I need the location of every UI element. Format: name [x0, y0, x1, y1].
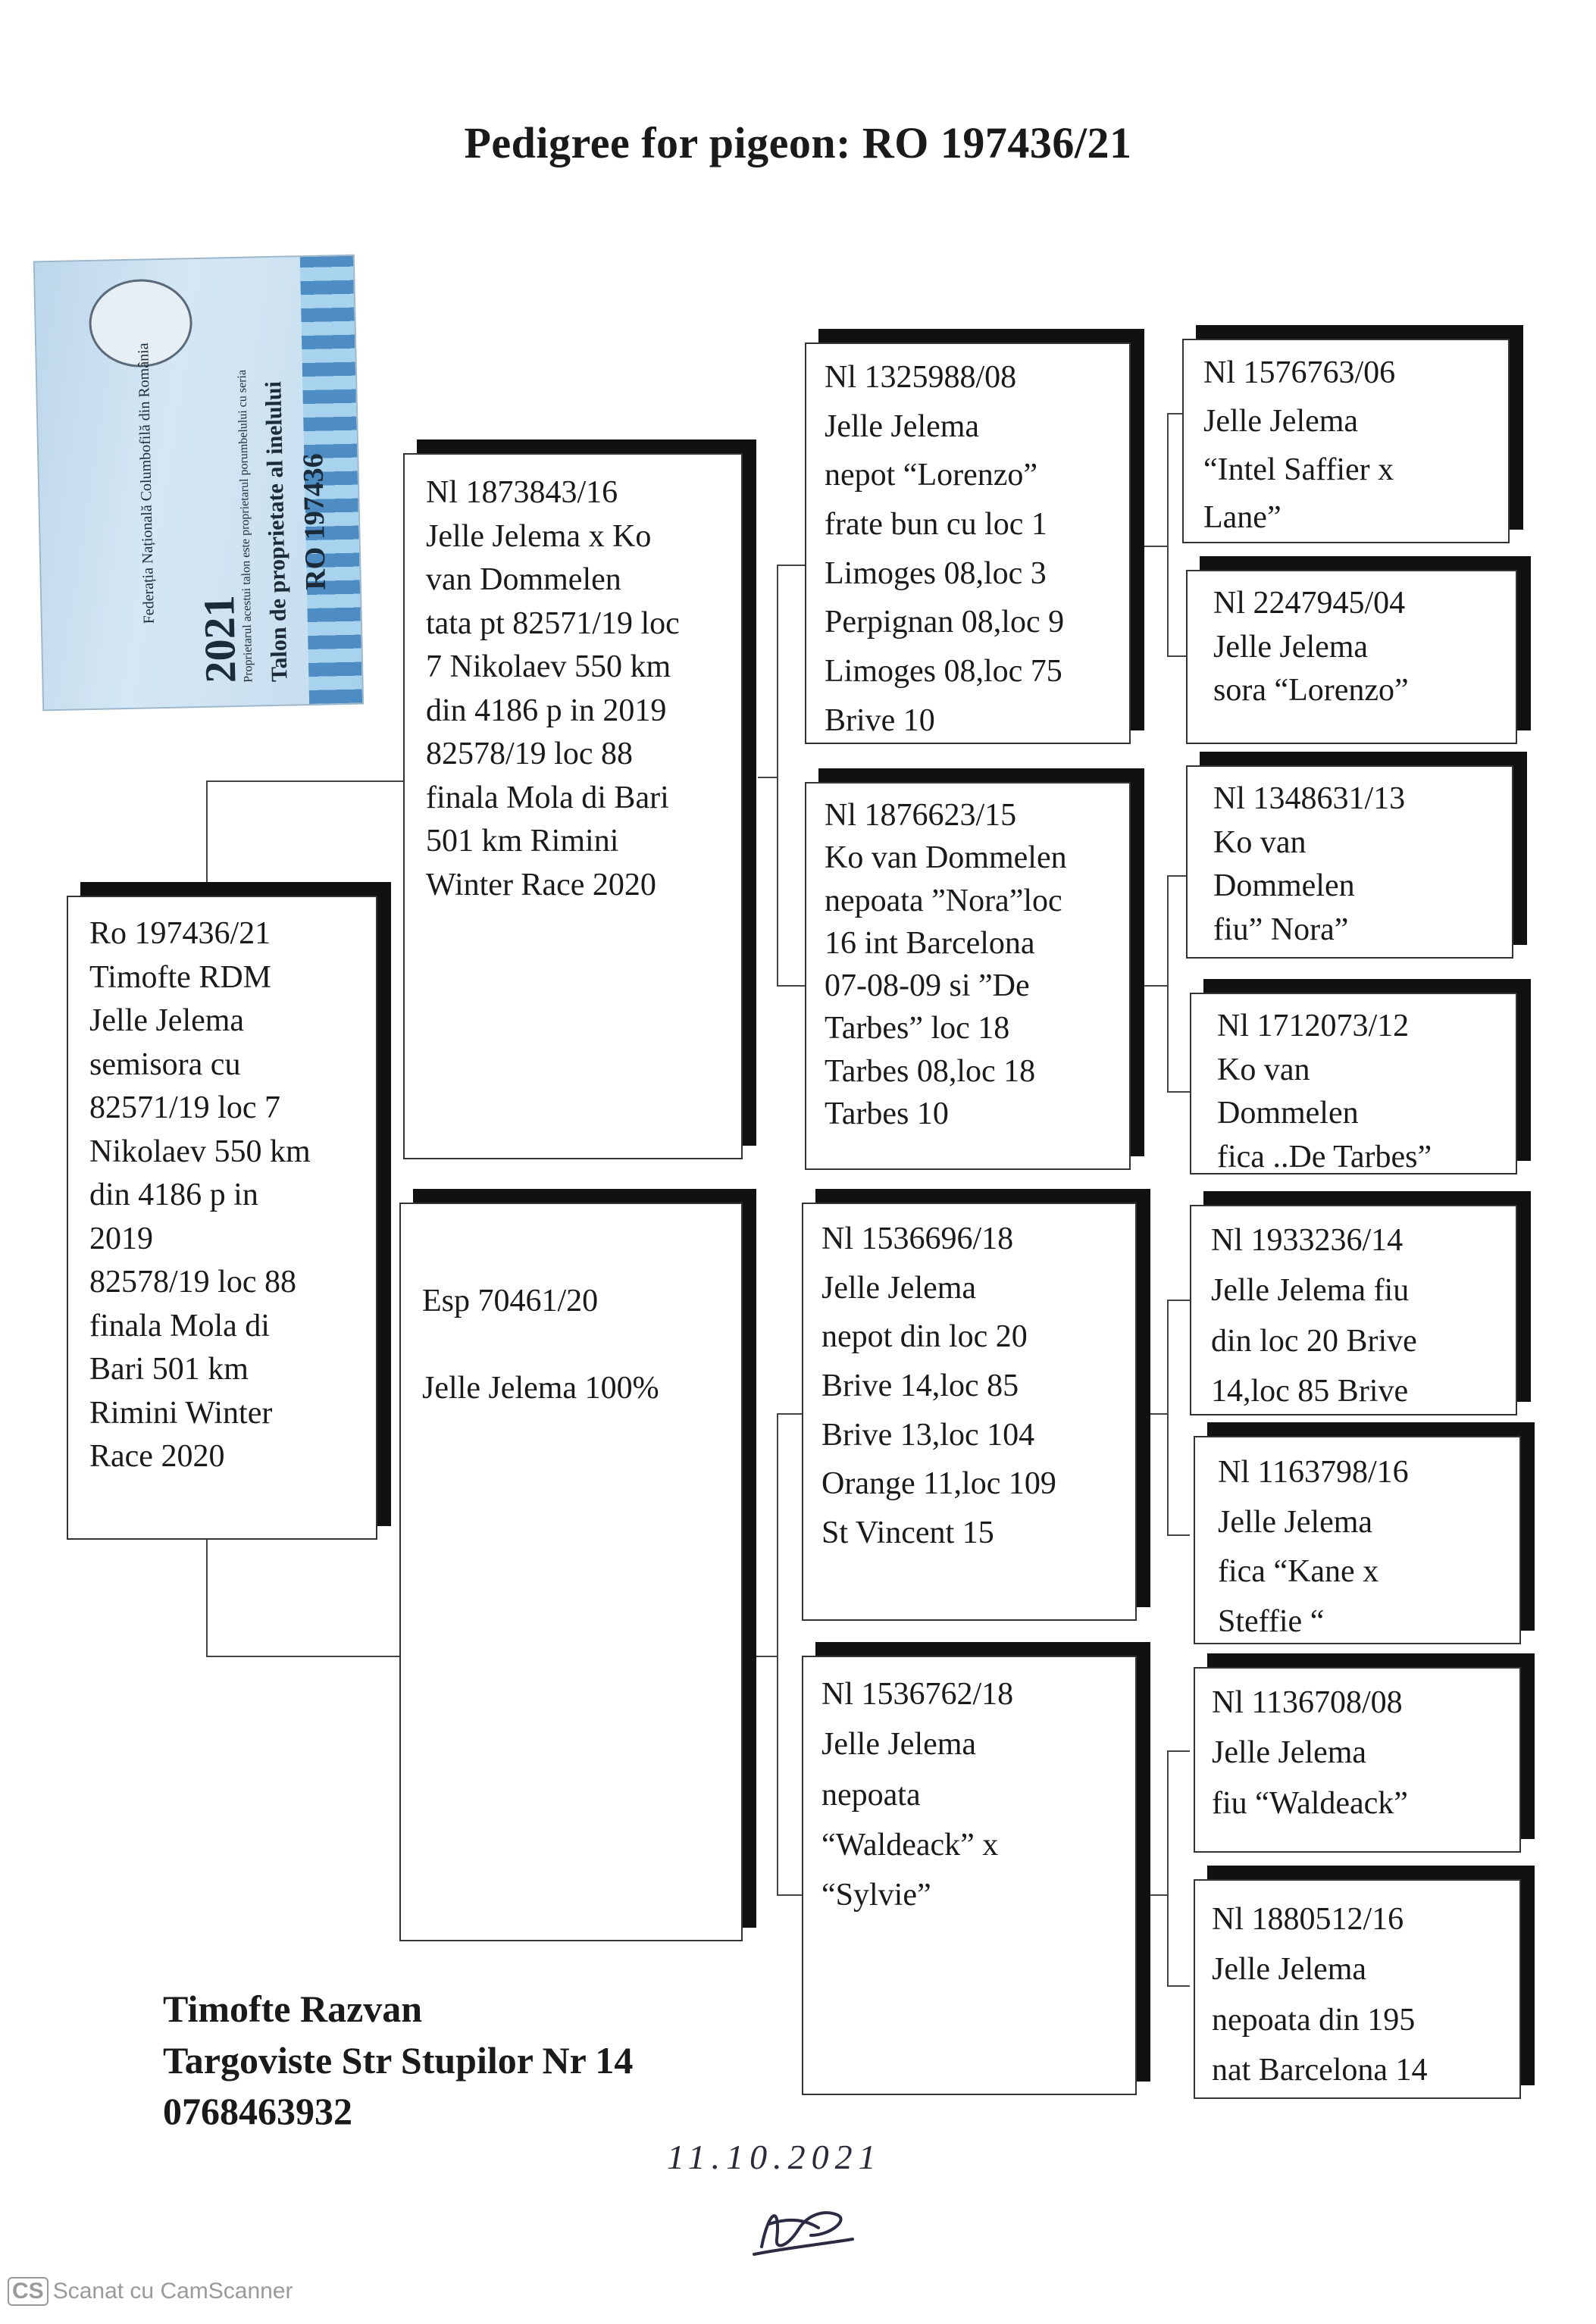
- connector-line: [777, 985, 806, 987]
- connector-line: [758, 777, 777, 778]
- owner-phone: 0768463932: [163, 2090, 352, 2132]
- signature-icon: [746, 2194, 860, 2262]
- connector-line: [1167, 1750, 1190, 1752]
- g3-8-text: Nl 1880512/16 Jelle Jelema nepoata din 195 nat Barcelona 14: [1212, 1902, 1428, 2088]
- connector-line: [1167, 1091, 1190, 1093]
- dam-dam-text: Nl 1536762/18 Jelle Jelema nepoata “Waldeack” x “Sylvie”: [821, 1677, 1014, 1913]
- handwritten-date: 11.10.2021: [667, 2138, 882, 2176]
- card-year: 2021: [194, 594, 246, 684]
- scanner-watermark: [8, 2277, 293, 2306]
- connector-line: [777, 1413, 803, 1415]
- pedigree-box-sire-dam: [805, 782, 1131, 1170]
- sire-dam-text: Nl 1876623/15 Ko van Dommelen nepoata ”Nora”loc 16 int Barcelona 07-08-09 si ”De Tarbes” loc 18 Tarbes 08,loc 18 Tarbes 10: [825, 798, 1067, 1131]
- connector-line: [1167, 1985, 1190, 1987]
- connector-line: [206, 1656, 399, 1657]
- connector-line: [777, 1413, 778, 1894]
- pedigree-box-dam: [399, 1203, 743, 1941]
- camscanner-icon: CS: [8, 2277, 49, 2306]
- connector-line: [1167, 413, 1169, 655]
- pedigree-box-g3-2: [1186, 570, 1517, 744]
- connector-line: [1137, 546, 1167, 547]
- pedigree-box-sire: [403, 453, 743, 1159]
- dam-text: Esp 70461/20 Jelle Jelema 100%: [422, 1284, 659, 1406]
- owner-address: Targoviste Str Stupilor Nr 14: [163, 2038, 634, 2082]
- connector-line: [1137, 1894, 1167, 1896]
- g3-2-text: Nl 2247945/04 Jelle Jelema sora “Lorenzo”: [1213, 586, 1409, 708]
- card-federation: Federația Națională Columbofilă din România: [135, 343, 158, 624]
- watermark-text: Scanat cu CamScanner: [52, 2279, 293, 2304]
- connector-line: [1167, 1300, 1169, 1534]
- owner-name: Timofte Razvan: [163, 1988, 423, 2030]
- subject-text: Ro 197436/21 Timofte RDM Jelle Jelema semisora cu 82571/19 loc 7 Nikolaev 550 km din 4186 p in 2019 82578/19 loc 88 finala Mola di Bari 501 km Rimini Winter Race 2020: [89, 916, 311, 1475]
- g3-1-text: Nl 1576763/06 Jelle Jelema “Intel Saffier x Lane”: [1203, 355, 1396, 536]
- connector-line: [777, 1894, 803, 1896]
- card-note: Proprietarul acestui talon este proprietarul porumbelului cu seria: [235, 369, 255, 683]
- dam-sire-text: Nl 1536696/18 Jelle Jelema nepot din loc 20 Brive 14,loc 85 Brive 13,loc 104 Orange 11,loc 109 St Vincent 15: [821, 1221, 1056, 1551]
- connector-line: [206, 780, 411, 782]
- connector-line: [1167, 875, 1169, 1091]
- sire-sire-text: Nl 1325988/08 Jelle Jelema nepot “Lorenzo” frate bun cu loc 1 Limoges 08,loc 3 Perpignan 08,loc 9 Limoges 08,loc 75 Brive 10: [825, 360, 1065, 738]
- pedigree-box-g3-7: [1194, 1667, 1521, 1853]
- card-ring-number: RO 197436: [297, 452, 332, 591]
- page-title: Pedigree for pigeon: RO 197436/21: [464, 118, 1132, 167]
- connector-line: [777, 565, 778, 985]
- connector-line: [1137, 985, 1167, 987]
- connector-line: [1167, 1534, 1190, 1536]
- pedigree-box-g3-3: [1186, 765, 1513, 959]
- g3-4-text: Nl 1712073/12 Ko van Dommelen fica ..De Tarbes”: [1217, 1009, 1432, 1175]
- connector-line: [777, 565, 806, 566]
- g3-5-text: Nl 1933236/14 Jelle Jelema fiu din loc 20 Brive 14,loc 85 Brive: [1211, 1223, 1417, 1409]
- pedigree-box-sire-sire: [805, 343, 1131, 744]
- card-title: Talon de proprietate al inelului: [261, 380, 293, 683]
- pedigree-box-g3-8: [1194, 1879, 1521, 2099]
- connector-line: [1137, 1413, 1167, 1415]
- pedigree-box-dam-dam: [802, 1656, 1137, 2095]
- pedigree-box-g3-5: [1190, 1205, 1517, 1415]
- pedigree-box-subject: [67, 896, 377, 1540]
- connector-line: [1167, 1300, 1190, 1301]
- owner-info: [163, 1984, 633, 2138]
- pedigree-box-dam-sire: [802, 1203, 1137, 1621]
- g3-7-text: Nl 1136708/08 Jelle Jelema fiu “Waldeack”: [1212, 1685, 1408, 1821]
- pedigree-box-g3-1: [1182, 339, 1510, 543]
- g3-3-text: Nl 1348631/13 Ko van Dommelen fiu” Nora”: [1213, 781, 1406, 947]
- connector-line: [743, 1656, 777, 1657]
- g3-6-text: Nl 1163798/16 Jelle Jelema fica “Kane x Steffie “: [1218, 1455, 1409, 1639]
- ring-ownership-card: [33, 255, 364, 712]
- sire-text: Nl 1873843/16 Jelle Jelema x Ko van Dommelen tata pt 82571/19 loc 7 Nikolaev 550 km din 4186 p in 2019 82578/19 loc 88 finala Mola di Bari 501 km Rimini Winter Race 2020: [426, 475, 680, 902]
- pedigree-box-g3-6: [1194, 1436, 1521, 1644]
- connector-line: [1167, 1750, 1169, 1985]
- pedigree-box-g3-4: [1190, 993, 1517, 1175]
